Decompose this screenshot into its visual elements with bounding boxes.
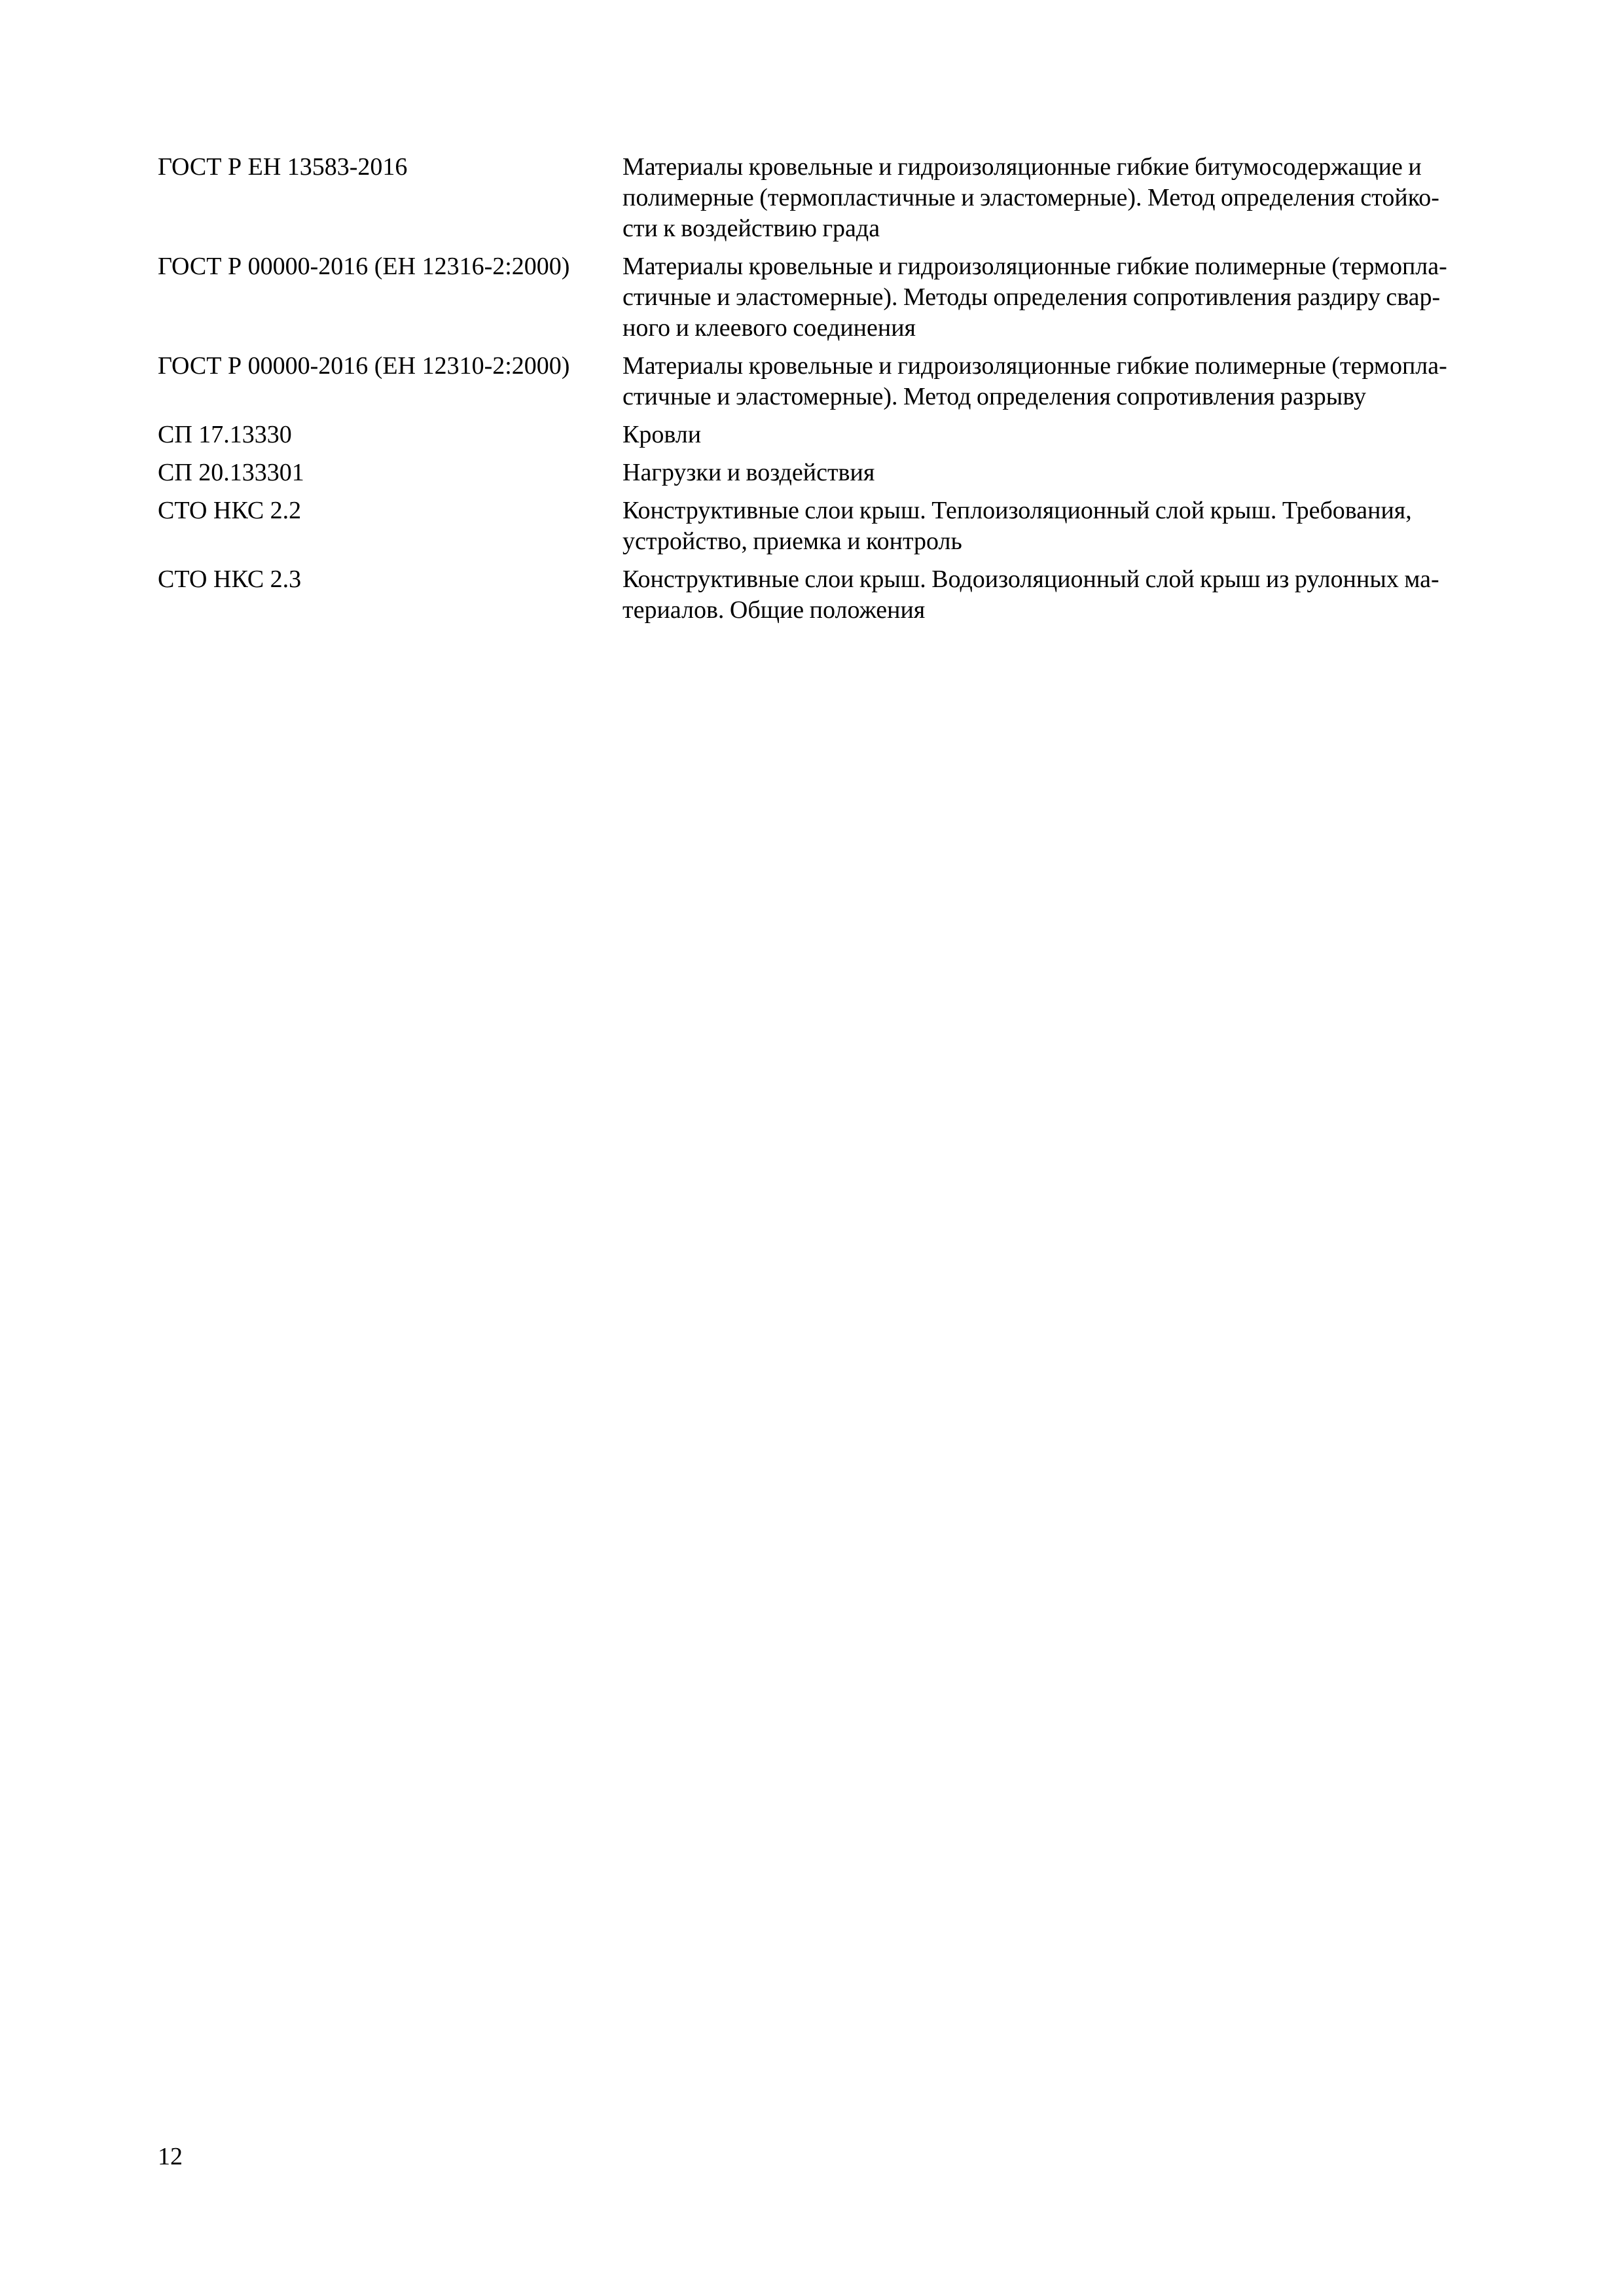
reference-row (158, 152, 1526, 251)
reference-code: СП 17.13330 (158, 421, 292, 448)
reference-title-line: полимерные (термопластичные и эластомерные). Метод определения стойко- (623, 184, 1439, 211)
reference-title-line: Конструктивные слои крыш. Водоизоляционный слой крыш из рулонных ма- (623, 565, 1439, 593)
reference-row (158, 420, 1526, 457)
reference-title (623, 420, 1526, 457)
reference-code: ГОСТ Р ЕН 13583-2016 (158, 153, 408, 181)
reference-title-line: Нагрузки и воздействия (623, 459, 875, 486)
reference-code: СП 20.133301 (158, 459, 304, 486)
page-number: 12 (158, 2143, 183, 2170)
reference-title (623, 495, 1526, 564)
reference-code: СТО НКС 2.2 (158, 497, 302, 524)
reference-title-line: Кровли (623, 421, 702, 448)
reference-row (158, 251, 1526, 351)
reference-row (158, 495, 1526, 564)
reference-title (623, 457, 1526, 495)
reference-row (158, 351, 1526, 420)
reference-code: ГОСТ Р 00000-2016 (ЕН 12316-2:2000) (158, 253, 570, 280)
reference-title-line: Материалы кровельные и гидроизоляционные гибкие полимерные (термопла- (623, 253, 1447, 280)
reference-row (158, 564, 1526, 633)
reference-title-line: устройство, приемка и контроль (623, 528, 962, 555)
reference-row (158, 457, 1526, 495)
reference-title (623, 251, 1526, 351)
reference-title-line: Материалы кровельные и гидроизоляционные гибкие битумосодержащие и (623, 153, 1422, 181)
reference-title-line: стичные и эластомерные). Метод определения сопротивления разрыву (623, 383, 1366, 410)
reference-title-line: Материалы кровельные и гидроизоляционные гибкие полимерные (термопла- (623, 352, 1447, 380)
reference-code: СТО НКС 2.3 (158, 565, 302, 593)
reference-title-line: сти к воздействию града (623, 215, 880, 242)
reference-title-line: стичные и эластомерные). Методы определения сопротивления раздиру свар- (623, 283, 1441, 311)
references-table (158, 152, 1526, 633)
reference-title-line: ного и клеевого соединения (623, 314, 916, 342)
reference-title (623, 564, 1526, 633)
reference-title (623, 351, 1526, 420)
reference-title-line: Конструктивные слои крыш. Теплоизоляционный слой крыш. Требования, (623, 497, 1412, 524)
reference-code: ГОСТ Р 00000-2016 (ЕН 12310-2:2000) (158, 352, 570, 380)
reference-title (623, 152, 1526, 251)
reference-title-line: териалов. Общие положения (623, 596, 926, 624)
